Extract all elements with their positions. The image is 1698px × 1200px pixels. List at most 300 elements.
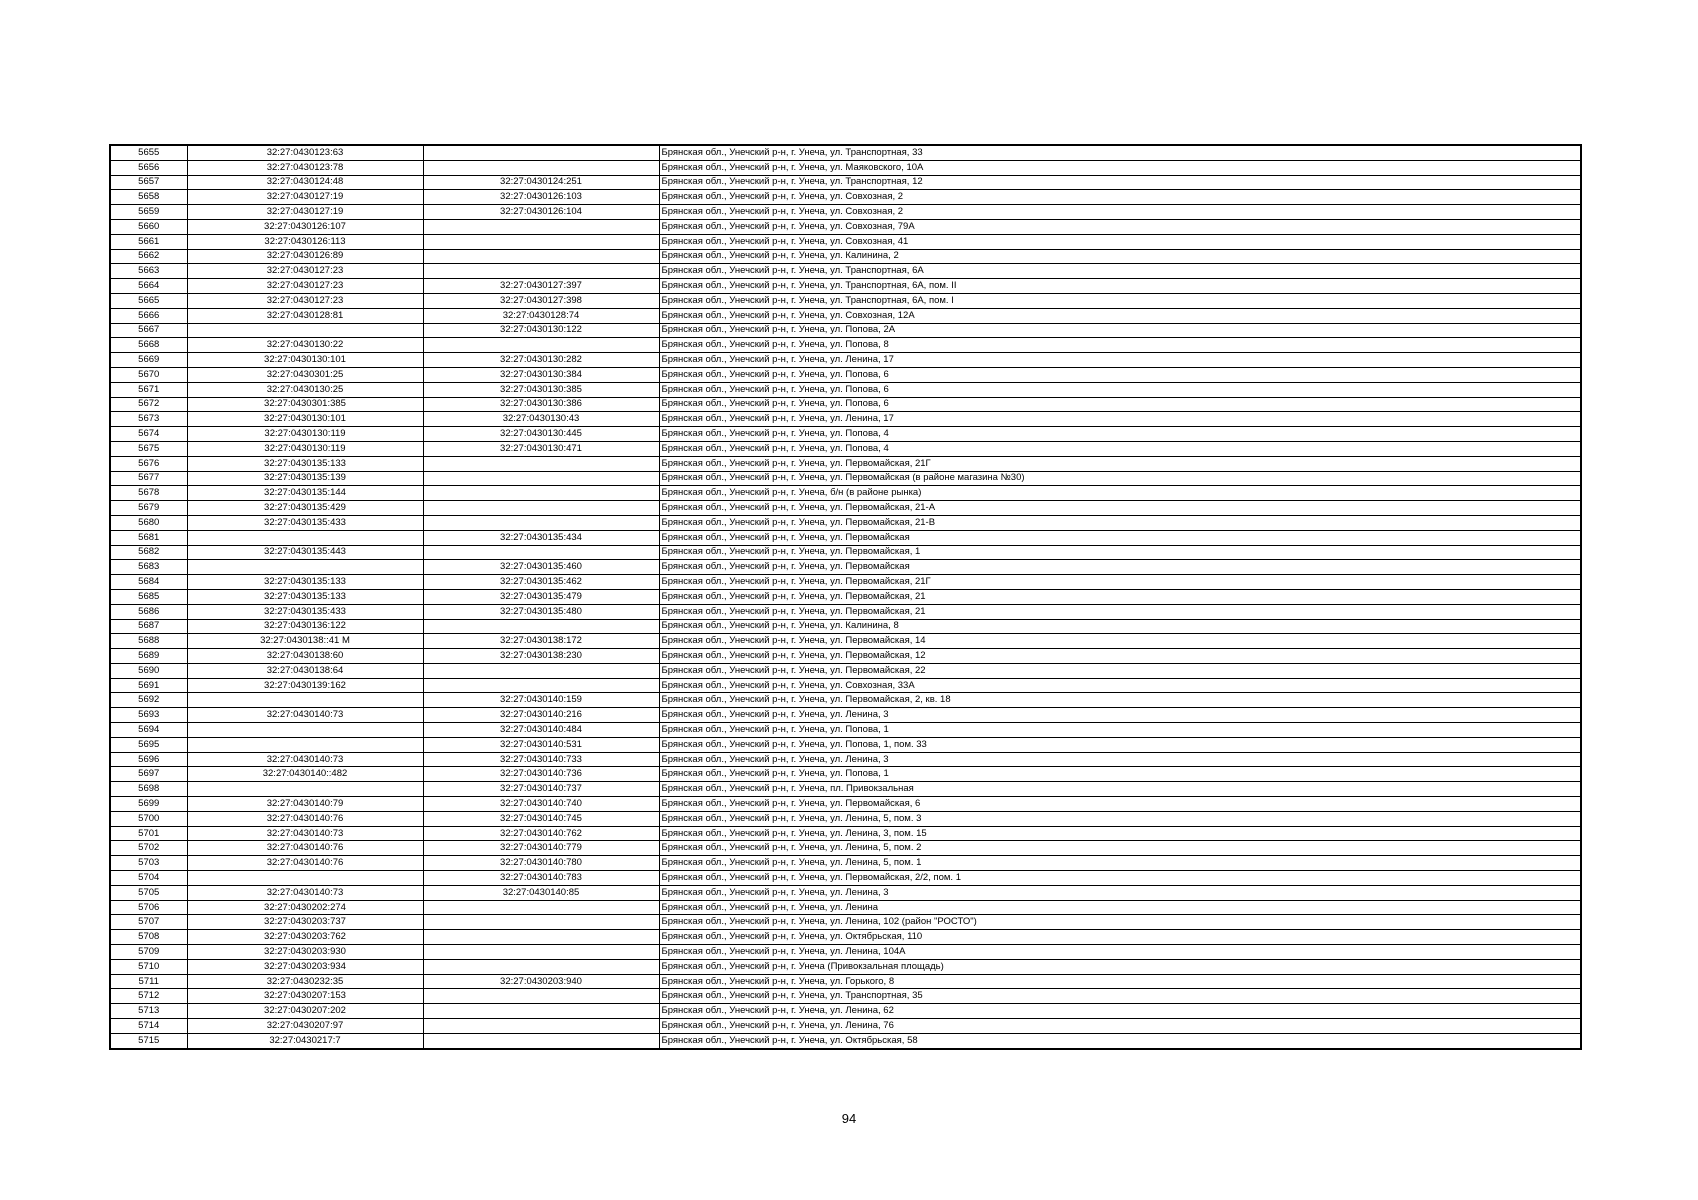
linked-cadastral-number-cell: 32:27:0430138:230 [423,649,659,664]
address-cell: Брянская обл., Унечский р-н, г. Унеча, ул. Ленина, 3 [659,885,1581,900]
cadastral-number-cell: 32:27:0430203:737 [187,915,423,930]
cadastral-number-cell: 32:27:0430138::41 М [187,634,423,649]
row-number-cell: 5703 [110,856,187,871]
linked-cadastral-number-cell: 32:27:0430135:479 [423,589,659,604]
address-cell: Брянская обл., Унечский р-н, г. Унеча, ул. Горького, 8 [659,974,1581,989]
address-cell: Брянская обл., Унечский р-н, г. Унеча, ул. Первомайская, 14 [659,634,1581,649]
address-cell: Брянская обл., Унечский р-н, г. Унеча, ул. Попова, 1 [659,723,1581,738]
table-row [110,737,1581,752]
row-number-cell: 5712 [110,989,187,1004]
linked-cadastral-number-cell [423,234,659,249]
linked-cadastral-number-cell: 32:27:0430135:480 [423,604,659,619]
address-cell: Брянская обл., Унечский р-н, г. Унеча, ул. Первомайская, 1 [659,545,1581,560]
cadastral-number-cell: 32:27:0430135:429 [187,501,423,516]
address-cell: Брянская обл., Унечский р-н, г. Унеча, ул. Транспортная, 6А, пом. I [659,293,1581,308]
table-row [110,441,1581,456]
linked-cadastral-number-cell [423,456,659,471]
registry-table-body [110,145,1581,1049]
linked-cadastral-number-cell: 32:27:0430128:74 [423,308,659,323]
cadastral-number-cell: 32:27:0430202:274 [187,900,423,915]
row-number-cell: 5662 [110,249,187,264]
linked-cadastral-number-cell: 32:27:0430140:779 [423,841,659,856]
address-cell: Брянская обл., Унечский р-н, г. Унеча, ул. Ленина, 76 [659,1019,1581,1034]
address-cell: Брянская обл., Унечский р-н, г. Унеча, ул. Первомайская, 21-В [659,515,1581,530]
linked-cadastral-number-cell [423,915,659,930]
table-row [110,723,1581,738]
cadastral-number-cell: 32:27:0430127:23 [187,293,423,308]
table-row [110,708,1581,723]
address-cell: Брянская обл., Унечский р-н, г. Унеча, ул. Первомайская, 2, кв. 18 [659,693,1581,708]
linked-cadastral-number-cell: 32:27:0430130:122 [423,323,659,338]
table-row [110,767,1581,782]
cadastral-number-cell: 32:27:0430130:22 [187,338,423,353]
row-number-cell: 5702 [110,841,187,856]
row-number-cell: 5689 [110,649,187,664]
cadastral-number-cell: 32:27:0430135:133 [187,589,423,604]
row-number-cell: 5711 [110,974,187,989]
linked-cadastral-number-cell: 32:27:0430140:85 [423,885,659,900]
linked-cadastral-number-cell: 32:27:0430135:460 [423,560,659,575]
linked-cadastral-number-cell: 32:27:0430130:386 [423,397,659,412]
cadastral-number-cell [187,737,423,752]
cadastral-number-cell: 32:27:0430140:76 [187,811,423,826]
row-number-cell: 5656 [110,160,187,175]
cadastral-number-cell: 32:27:0430130:25 [187,382,423,397]
cadastral-number-cell: 32:27:0430123:63 [187,145,423,160]
cadastral-number-cell: 32:27:0430126:89 [187,249,423,264]
cadastral-number-cell: 32:27:0430126:107 [187,219,423,234]
linked-cadastral-number-cell: 32:27:0430140:762 [423,826,659,841]
row-number-cell: 5680 [110,515,187,530]
linked-cadastral-number-cell: 32:27:0430140:733 [423,752,659,767]
table-row [110,900,1581,915]
registry-table [109,144,1582,1050]
cadastral-number-cell: 32:27:0430301:25 [187,367,423,382]
cadastral-number-cell: 32:27:0430140:79 [187,797,423,812]
table-row [110,249,1581,264]
address-cell: Брянская обл., Унечский р-н, г. Унеча, ул. Первомайская, 6 [659,797,1581,812]
cadastral-number-cell: 32:27:0430127:19 [187,205,423,220]
address-cell: Брянская обл., Унечский р-н, г. Унеча, ул. Совхозная, 2 [659,205,1581,220]
address-cell: Брянская обл., Унечский р-н, г. Унеча, ул. Калинина, 2 [659,249,1581,264]
address-cell: Брянская обл., Унечский р-н, г. Унеча, ул. Попова, 6 [659,397,1581,412]
table-row [110,234,1581,249]
address-cell: Брянская обл., Унечский р-н, г. Унеча (Привокзальная площадь) [659,959,1581,974]
table-row [110,175,1581,190]
address-cell: Брянская обл., Унечский р-н, г. Унеча, ул. Первомайская [659,560,1581,575]
linked-cadastral-number-cell: 32:27:0430140:745 [423,811,659,826]
row-number-cell: 5676 [110,456,187,471]
address-cell: Брянская обл., Унечский р-н, г. Унеча, ул. Попова, 6 [659,382,1581,397]
row-number-cell: 5701 [110,826,187,841]
cadastral-number-cell: 32:27:0430140:73 [187,708,423,723]
linked-cadastral-number-cell: 32:27:0430140:740 [423,797,659,812]
cadastral-number-cell: 32:27:0430140:76 [187,856,423,871]
address-cell: Брянская обл., Унечский р-н, г. Унеча, ул. Первомайская, 21 [659,604,1581,619]
table-row [110,190,1581,205]
row-number-cell: 5707 [110,915,187,930]
address-cell: Брянская обл., Унечский р-н, г. Унеча, ул. Ленина, 3 [659,708,1581,723]
linked-cadastral-number-cell: 32:27:0430130:445 [423,427,659,442]
table-row [110,264,1581,279]
cadastral-number-cell: 32:27:0430124:48 [187,175,423,190]
table-row [110,871,1581,886]
table-row [110,930,1581,945]
table-row [110,530,1581,545]
cadastral-number-cell: 32:27:0430135:133 [187,456,423,471]
address-cell: Брянская обл., Унечский р-н, г. Унеча, ул. Попова, 6 [659,367,1581,382]
table-row [110,456,1581,471]
row-number-cell: 5713 [110,1004,187,1019]
linked-cadastral-number-cell: 32:27:0430130:471 [423,441,659,456]
linked-cadastral-number-cell: 32:27:0430130:282 [423,353,659,368]
linked-cadastral-number-cell [423,619,659,634]
cadastral-number-cell: 32:27:0430203:762 [187,930,423,945]
cadastral-number-cell: 32:27:0430203:930 [187,945,423,960]
linked-cadastral-number-cell: 32:27:0430203:940 [423,974,659,989]
linked-cadastral-number-cell [423,945,659,960]
row-number-cell: 5671 [110,382,187,397]
linked-cadastral-number-cell: 32:27:0430140:737 [423,782,659,797]
address-cell: Брянская обл., Унечский р-н, г. Унеча, ул. Ленина, 5, пом. 1 [659,856,1581,871]
row-number-cell: 5697 [110,767,187,782]
row-number-cell: 5665 [110,293,187,308]
linked-cadastral-number-cell: 32:27:0430140:159 [423,693,659,708]
table-row [110,486,1581,501]
cadastral-number-cell: 32:27:0430217:7 [187,1033,423,1048]
table-row [110,145,1581,160]
cadastral-number-cell: 32:27:0430203:934 [187,959,423,974]
address-cell: Брянская обл., Унечский р-н, г. Унеча, ул. Ленина [659,900,1581,915]
row-number-cell: 5672 [110,397,187,412]
address-cell: Брянская обл., Унечский р-н, г. Унеча, ул. Совхозная, 41 [659,234,1581,249]
table-row [110,589,1581,604]
cadastral-number-cell: 32:27:0430130:101 [187,412,423,427]
row-number-cell: 5670 [110,367,187,382]
linked-cadastral-number-cell: 32:27:0430138:172 [423,634,659,649]
address-cell: Брянская обл., Унечский р-н, г. Унеча, ул. Ленина, 104А [659,945,1581,960]
linked-cadastral-number-cell: 32:27:0430124:251 [423,175,659,190]
linked-cadastral-number-cell: 32:27:0430130:43 [423,412,659,427]
table-row [110,811,1581,826]
table-row [110,885,1581,900]
linked-cadastral-number-cell [423,678,659,693]
address-cell: Брянская обл., Унечский р-н, г. Унеча, ул. Первомайская, 21 [659,589,1581,604]
table-row [110,353,1581,368]
linked-cadastral-number-cell: 32:27:0430127:398 [423,293,659,308]
table-row [110,560,1581,575]
cadastral-number-cell [187,782,423,797]
cadastral-number-cell: 32:27:0430135:443 [187,545,423,560]
linked-cadastral-number-cell [423,663,659,678]
address-cell: Брянская обл., Унечский р-н, г. Унеча, ул. Маяковского, 10А [659,160,1581,175]
row-number-cell: 5692 [110,693,187,708]
table-row [110,338,1581,353]
row-number-cell: 5685 [110,589,187,604]
row-number-cell: 5715 [110,1033,187,1048]
table-row [110,205,1581,220]
table-row [110,945,1581,960]
table-row [110,693,1581,708]
row-number-cell: 5667 [110,323,187,338]
table-row [110,1004,1581,1019]
cadastral-number-cell [187,530,423,545]
table-row [110,782,1581,797]
row-number-cell: 5664 [110,279,187,294]
row-number-cell: 5704 [110,871,187,886]
table-row [110,604,1581,619]
cadastral-number-cell: 32:27:0430127:19 [187,190,423,205]
table-row [110,841,1581,856]
linked-cadastral-number-cell: 32:27:0430127:397 [423,279,659,294]
cadastral-number-cell [187,693,423,708]
table-row [110,471,1581,486]
row-number-cell: 5710 [110,959,187,974]
linked-cadastral-number-cell [423,501,659,516]
row-number-cell: 5708 [110,930,187,945]
cadastral-number-cell: 32:27:0430140:73 [187,826,423,841]
table-row [110,959,1581,974]
row-number-cell: 5696 [110,752,187,767]
table-row [110,279,1581,294]
table-row [110,293,1581,308]
cadastral-number-cell: 32:27:0430140::482 [187,767,423,782]
address-cell: Брянская обл., Унечский р-н, г. Унеча, ул. Транспортная, 12 [659,175,1581,190]
address-cell: Брянская обл., Унечский р-н, г. Унеча, ул. Первомайская, 21Г [659,575,1581,590]
table-row [110,427,1581,442]
table-row [110,575,1581,590]
linked-cadastral-number-cell [423,338,659,353]
row-number-cell: 5679 [110,501,187,516]
cadastral-number-cell [187,560,423,575]
address-cell: Брянская обл., Унечский р-н, г. Унеча, ул. Попова, 1, пом. 33 [659,737,1581,752]
linked-cadastral-number-cell: 32:27:0430126:104 [423,205,659,220]
row-number-cell: 5681 [110,530,187,545]
linked-cadastral-number-cell [423,264,659,279]
address-cell: Брянская обл., Унечский р-н, г. Унеча, ул. Первомайская, 21Г [659,456,1581,471]
cadastral-number-cell [187,723,423,738]
row-number-cell: 5663 [110,264,187,279]
cadastral-number-cell: 32:27:0430135:433 [187,515,423,530]
address-cell: Брянская обл., Унечский р-н, г. Унеча, ул. Первомайская (в районе магазина №30) [659,471,1581,486]
address-cell: Брянская обл., Унечский р-н, г. Унеча, ул. Ленина, 5, пом. 2 [659,841,1581,856]
table-row [110,663,1581,678]
linked-cadastral-number-cell: 32:27:0430135:434 [423,530,659,545]
cadastral-number-cell: 32:27:0430130:119 [187,427,423,442]
table-row [110,989,1581,1004]
row-number-cell: 5669 [110,353,187,368]
address-cell: Брянская обл., Унечский р-н, г. Унеча, ул. Совхозная, 79А [659,219,1581,234]
table-row [110,397,1581,412]
row-number-cell: 5658 [110,190,187,205]
cadastral-number-cell: 32:27:0430140:73 [187,885,423,900]
row-number-cell: 5683 [110,560,187,575]
address-cell: Брянская обл., Унечский р-н, г. Унеча, ул. Первомайская, 2/2, пом. 1 [659,871,1581,886]
address-cell: Брянская обл., Унечский р-н, г. Унеча, ул. Попова, 1 [659,767,1581,782]
address-cell: Брянская обл., Унечский р-н, г. Унеча, ул. Попова, 8 [659,338,1581,353]
address-cell: Брянская обл., Унечский р-н, г. Унеча, ул. Октябрьская, 58 [659,1033,1581,1048]
cadastral-number-cell: 32:27:0430140:76 [187,841,423,856]
table-row [110,1033,1581,1048]
row-number-cell: 5714 [110,1019,187,1034]
row-number-cell: 5691 [110,678,187,693]
row-number-cell: 5690 [110,663,187,678]
row-number-cell: 5660 [110,219,187,234]
cadastral-number-cell: 32:27:0430135:139 [187,471,423,486]
linked-cadastral-number-cell [423,545,659,560]
linked-cadastral-number-cell [423,900,659,915]
row-number-cell: 5709 [110,945,187,960]
table-row [110,856,1581,871]
row-number-cell: 5673 [110,412,187,427]
linked-cadastral-number-cell [423,989,659,1004]
row-number-cell: 5705 [110,885,187,900]
address-cell: Брянская обл., Унечский р-н, г. Унеча, ул. Попова, 4 [659,441,1581,456]
linked-cadastral-number-cell [423,515,659,530]
cadastral-number-cell [187,871,423,886]
address-cell: Брянская обл., Унечский р-н, г. Унеча, ул. Попова, 4 [659,427,1581,442]
page-number: 94 [841,1111,857,1126]
cadastral-number-cell: 32:27:0430140:73 [187,752,423,767]
table-row [110,515,1581,530]
cadastral-number-cell: 32:27:0430207:202 [187,1004,423,1019]
linked-cadastral-number-cell: 32:27:0430140:216 [423,708,659,723]
table-row [110,752,1581,767]
row-number-cell: 5682 [110,545,187,560]
cadastral-number-cell: 32:27:0430130:119 [187,441,423,456]
address-cell: Брянская обл., Унечский р-н, г. Унеча, ул. Ленина, 3, пом. 15 [659,826,1581,841]
row-number-cell: 5706 [110,900,187,915]
row-number-cell: 5675 [110,441,187,456]
row-number-cell: 5678 [110,486,187,501]
row-number-cell: 5668 [110,338,187,353]
row-number-cell: 5657 [110,175,187,190]
address-cell: Брянская обл., Унечский р-н, г. Унеча, ул. Октябрьская, 110 [659,930,1581,945]
cadastral-number-cell: 32:27:0430138:60 [187,649,423,664]
cadastral-number-cell: 32:27:0430127:23 [187,264,423,279]
table-row [110,619,1581,634]
table-row [110,826,1581,841]
row-number-cell: 5686 [110,604,187,619]
address-cell: Брянская обл., Унечский р-н, г. Унеча, ул. Первомайская, 22 [659,663,1581,678]
address-cell: Брянская обл., Унечский р-н, г. Унеча, ул. Ленина, 62 [659,1004,1581,1019]
cadastral-number-cell: 32:27:0430127:23 [187,279,423,294]
table-row [110,974,1581,989]
row-number-cell: 5695 [110,737,187,752]
linked-cadastral-number-cell [423,145,659,160]
table-row [110,797,1581,812]
table-row [110,323,1581,338]
row-number-cell: 5694 [110,723,187,738]
linked-cadastral-number-cell: 32:27:0430130:384 [423,367,659,382]
cadastral-number-cell: 32:27:0430135:144 [187,486,423,501]
cadastral-number-cell: 32:27:0430138:64 [187,663,423,678]
linked-cadastral-number-cell [423,471,659,486]
table-row [110,678,1581,693]
cadastral-number-cell: 32:27:0430123:78 [187,160,423,175]
address-cell: Брянская обл., Унечский р-н, г. Унеча, ул. Ленина, 5, пом. 3 [659,811,1581,826]
linked-cadastral-number-cell: 32:27:0430135:462 [423,575,659,590]
linked-cadastral-number-cell [423,486,659,501]
address-cell: Брянская обл., Унечский р-н, г. Унеча, б/н (в районе рынка) [659,486,1581,501]
cadastral-number-cell: 32:27:0430130:101 [187,353,423,368]
address-cell: Брянская обл., Унечский р-н, г. Унеча, ул. Ленина, 17 [659,353,1581,368]
table-row [110,367,1581,382]
row-number-cell: 5684 [110,575,187,590]
row-number-cell: 5693 [110,708,187,723]
table-row [110,545,1581,560]
row-number-cell: 5688 [110,634,187,649]
address-cell: Брянская обл., Унечский р-н, г. Унеча, ул. Транспортная, 6А [659,264,1581,279]
address-cell: Брянская обл., Унечский р-н, г. Унеча, ул. Транспортная, 6А, пом. II [659,279,1581,294]
cadastral-number-cell: 32:27:0430128:81 [187,308,423,323]
address-cell: Брянская обл., Унечский р-н, г. Унеча, ул. Ленина, 102 (район "РОСТО") [659,915,1581,930]
address-cell: Брянская обл., Унечский р-н, г. Унеча, ул. Совхозная, 2 [659,190,1581,205]
linked-cadastral-number-cell: 32:27:0430140:783 [423,871,659,886]
linked-cadastral-number-cell [423,959,659,974]
row-number-cell: 5698 [110,782,187,797]
table-row [110,412,1581,427]
linked-cadastral-number-cell: 32:27:0430130:385 [423,382,659,397]
cadastral-number-cell [187,323,423,338]
row-number-cell: 5666 [110,308,187,323]
table-row [110,219,1581,234]
table-row [110,1019,1581,1034]
linked-cadastral-number-cell [423,930,659,945]
linked-cadastral-number-cell: 32:27:0430140:780 [423,856,659,871]
table-row [110,634,1581,649]
address-cell: Брянская обл., Унечский р-н, г. Унеча, ул. Ленина, 3 [659,752,1581,767]
cadastral-number-cell: 32:27:0430207:153 [187,989,423,1004]
row-number-cell: 5661 [110,234,187,249]
address-cell: Брянская обл., Унечский р-н, г. Унеча, ул. Совхозная, 33А [659,678,1581,693]
table-row [110,160,1581,175]
address-cell: Брянская обл., Унечский р-н, г. Унеча, ул. Первомайская [659,530,1581,545]
row-number-cell: 5674 [110,427,187,442]
cadastral-number-cell: 32:27:0430126:113 [187,234,423,249]
address-cell: Брянская обл., Унечский р-н, г. Унеча, ул. Калинина, 8 [659,619,1581,634]
cadastral-number-cell: 32:27:0430139:162 [187,678,423,693]
cadastral-number-cell: 32:27:0430135:133 [187,575,423,590]
row-number-cell: 5700 [110,811,187,826]
row-number-cell: 5687 [110,619,187,634]
linked-cadastral-number-cell: 32:27:0430140:484 [423,723,659,738]
linked-cadastral-number-cell [423,160,659,175]
address-cell: Брянская обл., Унечский р-н, г. Унеча, ул. Транспортная, 33 [659,145,1581,160]
table-row [110,382,1581,397]
linked-cadastral-number-cell: 32:27:0430140:531 [423,737,659,752]
table-row [110,308,1581,323]
address-cell: Брянская обл., Унечский р-н, г. Унеча, пл. Привокзальная [659,782,1581,797]
row-number-cell: 5699 [110,797,187,812]
address-cell: Брянская обл., Унечский р-н, г. Унеча, ул. Первомайская, 12 [659,649,1581,664]
linked-cadastral-number-cell [423,1033,659,1048]
linked-cadastral-number-cell [423,219,659,234]
linked-cadastral-number-cell: 32:27:0430126:103 [423,190,659,205]
cadastral-number-cell: 32:27:0430207:97 [187,1019,423,1034]
table-row [110,501,1581,516]
cadastral-number-cell: 32:27:0430136:122 [187,619,423,634]
linked-cadastral-number-cell [423,1019,659,1034]
row-number-cell: 5659 [110,205,187,220]
linked-cadastral-number-cell [423,249,659,264]
address-cell: Брянская обл., Унечский р-н, г. Унеча, ул. Ленина, 17 [659,412,1581,427]
row-number-cell: 5655 [110,145,187,160]
address-cell: Брянская обл., Унечский р-н, г. Унеча, ул. Совхозная, 12А [659,308,1581,323]
linked-cadastral-number-cell [423,1004,659,1019]
address-cell: Брянская обл., Унечский р-н, г. Унеча, ул. Транспортная, 35 [659,989,1581,1004]
row-number-cell: 5677 [110,471,187,486]
